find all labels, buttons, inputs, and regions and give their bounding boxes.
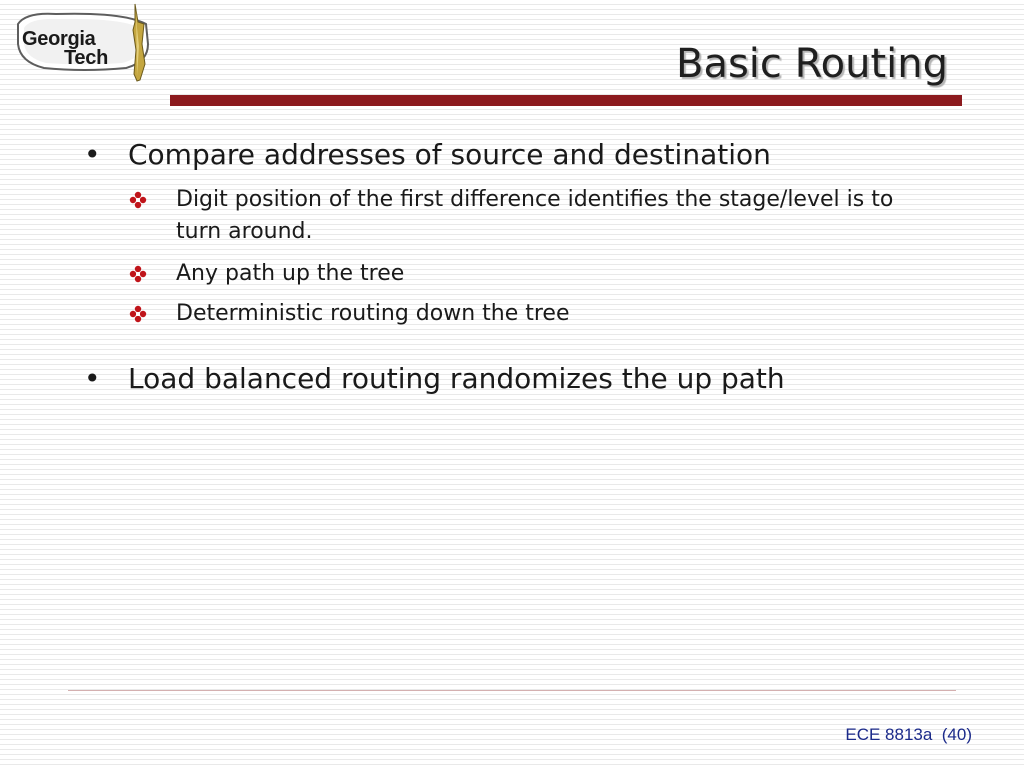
footer-page-label: ECE 8813a (40) (845, 725, 972, 744)
logo-line-tech: Tech (64, 47, 108, 69)
diamond-bullet-icon (128, 190, 148, 210)
logo-line-georgia: Georgia (22, 28, 96, 50)
bullet-text: Load balanced routing randomizes the up path (128, 362, 785, 395)
diamond-bullet-icon (128, 264, 148, 284)
sub-bullet-text: Deterministic routing down the tree (176, 301, 570, 326)
diamond-bullet-icon (128, 304, 148, 324)
title-underline-rule (170, 95, 962, 106)
round-bullet-icon: • (84, 362, 101, 395)
round-bullet-icon: • (84, 138, 101, 171)
sub-bullet-text: Digit position of the first difference identifies the stage/level is to turn around. (176, 187, 894, 244)
logo-wordmark (14, 2, 154, 84)
bullet-text: Compare addresses of source and destination (128, 138, 771, 171)
sub-bullet-text: Any path up the tree (176, 261, 405, 286)
footer-rule (68, 690, 956, 691)
slide-title: Basic Routing (676, 41, 948, 87)
georgia-tech-logo (14, 2, 154, 84)
